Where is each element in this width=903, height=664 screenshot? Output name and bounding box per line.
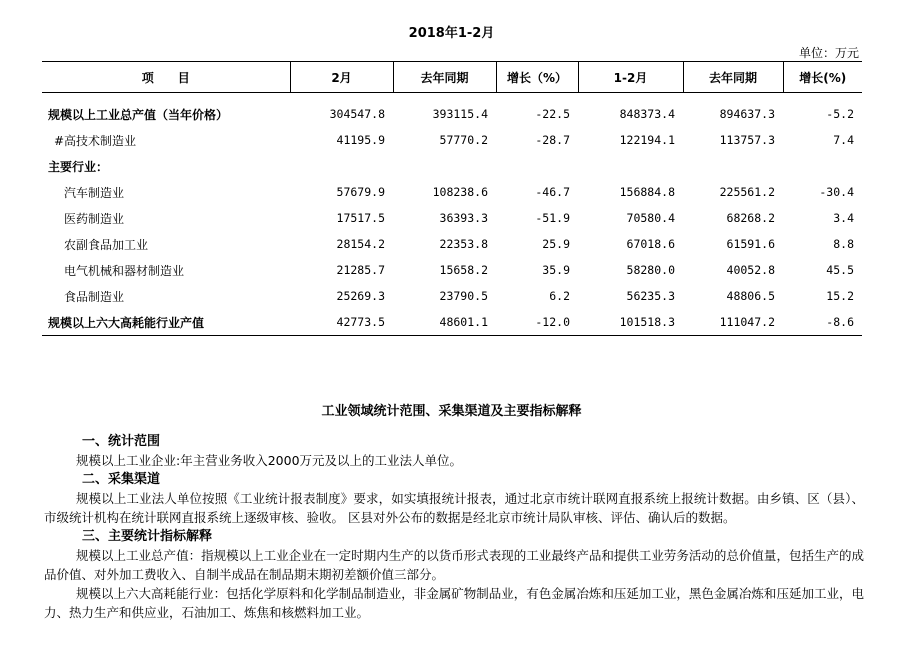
row-label: 农副食品加工业 (64, 237, 149, 252)
cell-value: 57679.9 (336, 185, 385, 199)
cell-value: 22353.8 (439, 237, 488, 251)
row-label: #高技术制造业 (54, 133, 137, 148)
cell-value: 393115.4 (432, 107, 488, 121)
cell-value: 111047.2 (683, 309, 783, 336)
notes-title: 工业领域统计范围、采集渠道及主要指标解释 (321, 404, 582, 419)
cell-value: 48806.5 (726, 289, 775, 303)
row-label: 规模以上工业总产值（当年价格） (48, 107, 229, 122)
cell-value: 17517.5 (336, 211, 385, 225)
statistics-table (42, 61, 862, 336)
cell-value: 8.8 (833, 237, 854, 251)
row-label: 食品制造业 (64, 289, 125, 304)
header-jan-feb-growth: 增长(%) (783, 62, 862, 93)
cell-value: 113757.3 (719, 133, 775, 147)
header-item: 项 目 (42, 62, 290, 93)
cell-value: 61591.6 (726, 237, 775, 251)
header-feb-growth: 增长（%） (496, 62, 578, 93)
table-row (42, 231, 862, 257)
row-label: 电气机械和器材制造业 (64, 263, 185, 278)
cell-value: 225561.2 (719, 185, 775, 199)
notes-section (44, 432, 864, 622)
cell-value: 68268.2 (726, 211, 775, 225)
cell-value: -28.7 (535, 133, 570, 147)
cell-value: -22.5 (535, 107, 570, 121)
paragraph: 规模以上工业总产值：指规模以上工业企业在一定时期内生产的以货币形式表现的工业最终产品和提供工业劳务活动的总价值量，包括生产的成品价值、对外加工费收入、自制半成品在制品期末期初差额价值三部分。 (44, 548, 864, 582)
cell-value: -8.6 (783, 309, 862, 336)
table-header-row (42, 62, 862, 93)
table-row (42, 101, 862, 127)
report-title: 2018年1-2月 (408, 26, 495, 41)
cell-value: 25269.3 (336, 289, 385, 303)
row-label: 医药制造业 (64, 211, 125, 226)
cell-value: 894637.3 (719, 107, 775, 121)
cell-value: 40052.8 (726, 263, 775, 277)
cell-value: 58280.0 (626, 263, 675, 277)
cell-value: 6.2 (549, 289, 570, 303)
cell-value: 304547.8 (329, 107, 385, 121)
cell-value: -30.4 (819, 185, 854, 199)
paragraph: 规模以上工业法人单位按照《工业统计报表制度》要求，如实填报统计报表，通过北京市统计联网直报系统上报统计数据。由乡镇、区（县）、市级统计机构在统计联网直报系统上逐级审核、验收。 区县对外公布的数据是经北京市统计局队审核、评估、确认后的数据。 (44, 491, 864, 525)
section-heading: 一、统计范围 (82, 434, 161, 449)
cell-value: 15658.2 (439, 263, 488, 277)
header-jan-feb: 1-2月 (578, 62, 683, 93)
cell-value: 7.4 (833, 133, 854, 147)
table-row (42, 153, 862, 179)
cell-value: 23790.5 (439, 289, 488, 303)
table-row (42, 309, 862, 336)
header-jan-feb-last-year: 去年同期 (683, 62, 783, 93)
cell-value: -12.0 (496, 309, 578, 336)
cell-value: 41195.9 (336, 133, 385, 147)
section-heading: 二、采集渠道 (82, 472, 161, 487)
table-row (42, 283, 862, 309)
table-row (42, 205, 862, 231)
cell-value: 848373.4 (619, 107, 675, 121)
header-feb-last-year: 去年同期 (393, 62, 496, 93)
table-row (42, 179, 862, 205)
paragraph: 规模以上六大高耗能行业：包括化学原料和化学制品制造业，非金属矿物制品业，有色金属冶炼和压延加工业，黑色金属冶炼和压延加工业，电力、热力生产和供应业，石油加工、炼焦和核燃料加工业。 (44, 586, 864, 620)
cell-value: 122194.1 (619, 133, 675, 147)
table-row (42, 127, 862, 153)
cell-value: 21285.7 (336, 263, 385, 277)
cell-value: -46.7 (535, 185, 570, 199)
cell-value: 36393.3 (439, 211, 488, 225)
cell-value: 15.2 (826, 289, 854, 303)
cell-value: 42773.5 (290, 309, 393, 336)
paragraph: 规模以上工业企业:年主营业务收入2000万元及以上的工业法人单位。 (76, 453, 463, 468)
cell-value: 35.9 (542, 263, 570, 277)
section-heading: 三、主要统计指标解释 (82, 529, 213, 544)
row-label: 汽车制造业 (64, 185, 125, 200)
cell-value: -51.9 (535, 211, 570, 225)
cell-value: 57770.2 (439, 133, 488, 147)
cell-value: 70580.4 (626, 211, 675, 225)
header-feb: 2月 (290, 62, 393, 93)
cell-value: 45.5 (826, 263, 854, 277)
cell-value: 108238.6 (432, 185, 488, 199)
cell-value: 28154.2 (336, 237, 385, 251)
cell-value: 3.4 (833, 211, 854, 225)
cell-value: 56235.3 (626, 289, 675, 303)
cell-value: 101518.3 (578, 309, 683, 336)
cell-value: 48601.1 (393, 309, 496, 336)
cell-value: 67018.6 (626, 237, 675, 251)
cell-value: 25.9 (542, 237, 570, 251)
table-row (42, 257, 862, 283)
row-label: 规模以上六大高耗能行业产值 (42, 309, 290, 336)
cell-value: 156884.8 (619, 185, 675, 199)
cell-value: -5.2 (826, 107, 854, 121)
section-label: 主要行业： (48, 159, 109, 174)
unit-label: 单位：万元 (798, 46, 859, 60)
